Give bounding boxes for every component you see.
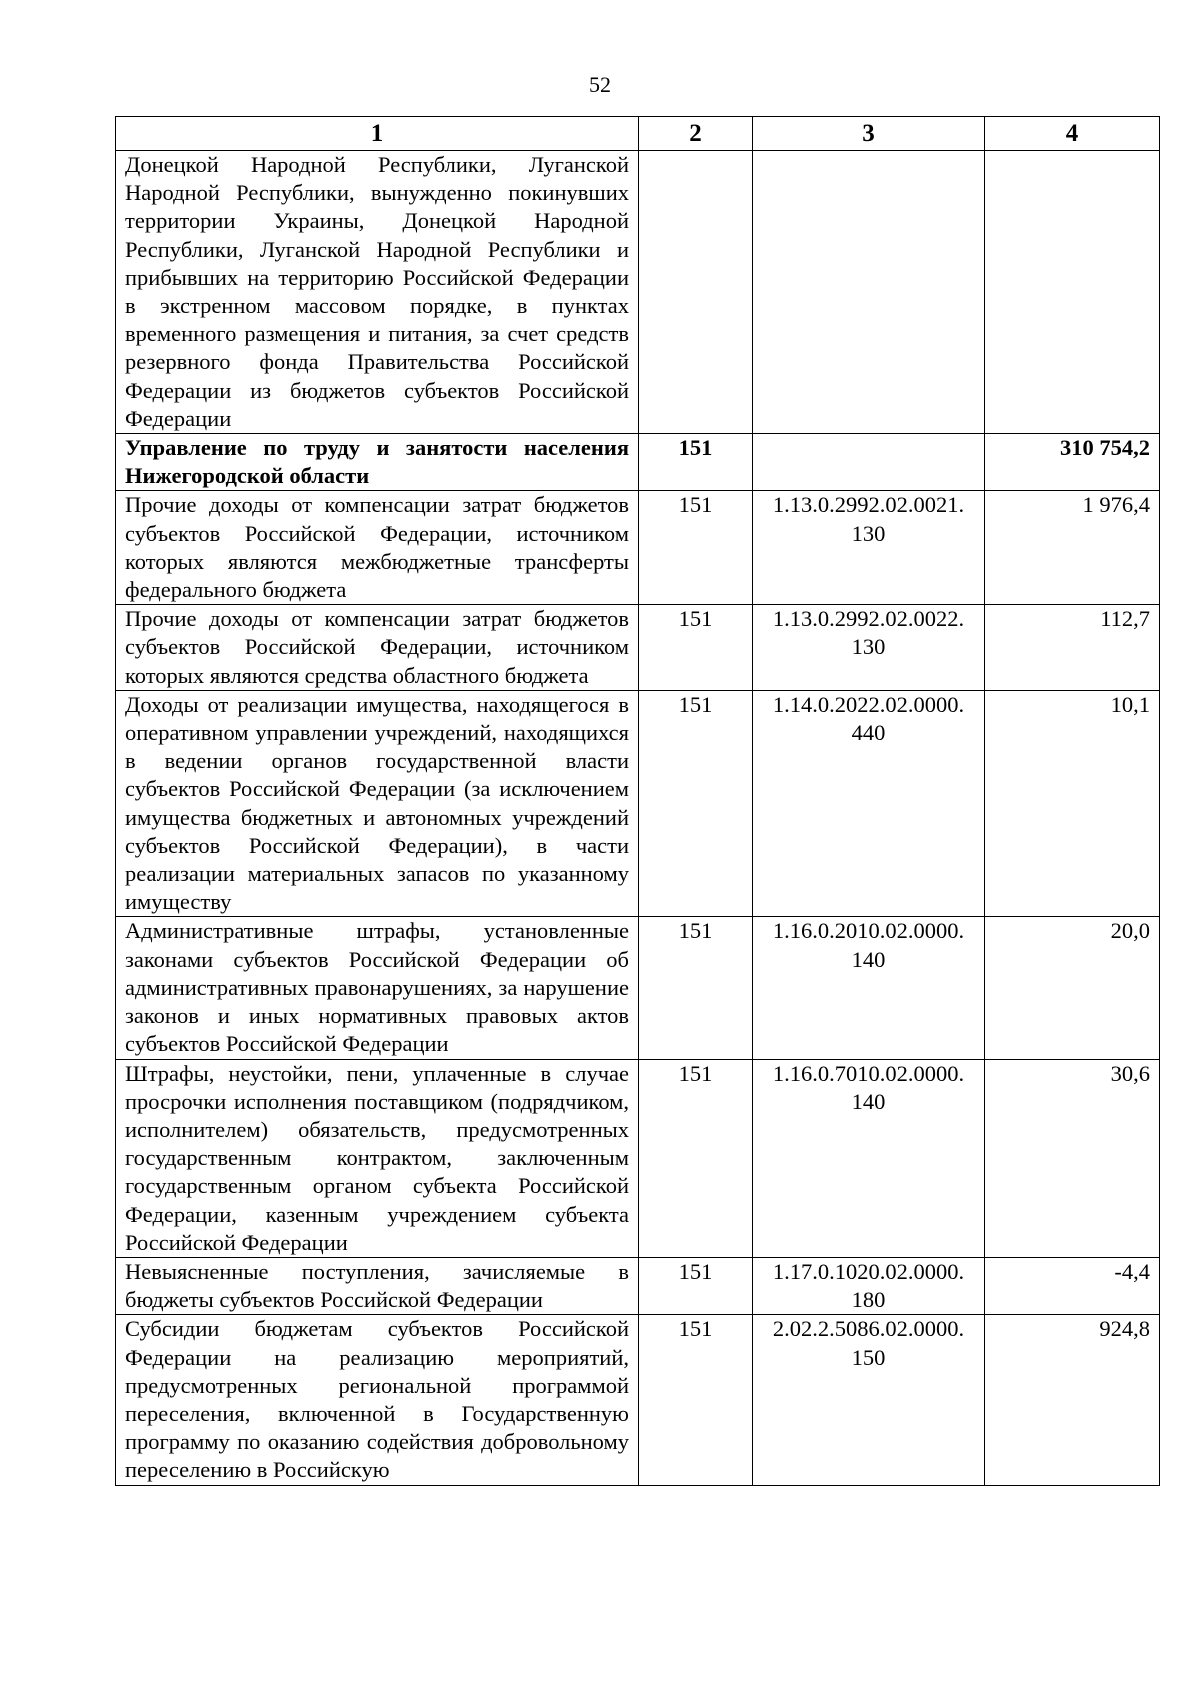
row-amount: 30,6: [985, 1059, 1160, 1257]
row-amount: [985, 151, 1160, 434]
row-classification-code: 1.16.0.2010.02.0000. 140: [753, 917, 985, 1059]
table-header-row: [116, 117, 1160, 151]
row-classification-code: [753, 434, 985, 491]
table-row-section-header: [116, 434, 1160, 491]
row-description: Доходы от реализации имущества, находящегося в оперативном управлении учреждений, находящихся в ведении органов государственной власти субъектов Российской Федерации (за исключением имущества бюджетных и автономных учреждений субъектов Российской Федерации), в части реализации материальных запасов по указанному имуществу: [116, 690, 639, 917]
column-header-2: 2: [639, 117, 753, 151]
row-amount: 1 976,4: [985, 491, 1160, 605]
row-classification-code: 1.13.0.2992.02.0021. 130: [753, 491, 985, 605]
row-description: Прочие доходы от компенсации затрат бюджетов субъектов Российской Федерации, источником которых являются средства областного бюджета: [116, 605, 639, 691]
column-header-3: 3: [753, 117, 985, 151]
revenue-table: [115, 116, 1160, 1486]
table-row: [116, 491, 1160, 605]
table-row: [116, 1315, 1160, 1485]
row-classification-code: 1.14.0.2022.02.0000. 440: [753, 690, 985, 917]
table-row: [116, 151, 1160, 434]
table-row: [116, 605, 1160, 691]
row-description: Донецкой Народной Республики, Луганской Народной Республики, вынужденно покинувших территории Украины, Донецкой Народной Республики, Луганской Народной Республики и прибывших на территорию Российской Федерации в экстренном массовом порядке, в пунктах временного размещения и питания, за счет средств резервного фонда Правительства Российской Федерации из бюджетов субъектов Российской Федерации: [116, 151, 639, 434]
row-description: Управление по труду и занятости населения Нижегородской области: [116, 434, 639, 491]
row-classification-code: 1.16.0.7010.02.0000. 140: [753, 1059, 985, 1257]
table-row: [116, 1059, 1160, 1257]
table-row: [116, 690, 1160, 917]
row-admin-code: 151: [639, 434, 753, 491]
row-admin-code: [639, 151, 753, 434]
row-admin-code: 151: [639, 491, 753, 605]
row-admin-code: 151: [639, 690, 753, 917]
row-amount: 10,1: [985, 690, 1160, 917]
row-classification-code: 1.17.0.1020.02.0000. 180: [753, 1257, 985, 1314]
row-amount: 112,7: [985, 605, 1160, 691]
page-number: 52: [589, 72, 611, 97]
row-amount: 924,8: [985, 1315, 1160, 1485]
row-description: Невыясненные поступления, зачисляемые в бюджеты субъектов Российской Федерации: [116, 1257, 639, 1314]
row-description: Административные штрафы, установленные законами субъектов Российской Федерации об административных правонарушениях, за нарушение законов и иных нормативных правовых актов субъектов Российской Федерации: [116, 917, 639, 1059]
row-classification-code: 1.13.0.2992.02.0022. 130: [753, 605, 985, 691]
row-admin-code: 151: [639, 1059, 753, 1257]
row-description: Субсидии бюджетам субъектов Российской Федерации на реализацию мероприятий, предусмотренных региональной программой переселения, включенной в Государственную программу по оказанию содействия добровольному переселению в Российскую: [116, 1315, 639, 1485]
table-row: [116, 917, 1160, 1059]
row-classification-code: 2.02.2.5086.02.0000. 150: [753, 1315, 985, 1485]
row-admin-code: 151: [639, 1257, 753, 1314]
row-admin-code: 151: [639, 917, 753, 1059]
table-row: [116, 1257, 1160, 1314]
row-admin-code: 151: [639, 605, 753, 691]
row-amount: 310 754,2: [985, 434, 1160, 491]
column-header-1: 1: [116, 117, 639, 151]
row-description: Штрафы, неустойки, пени, уплаченные в случае просрочки исполнения поставщиком (подрядчиком, исполнителем) обязательств, предусмотренных государственным контрактом, заключенным государственным органом субъекта Российской Федерации, казенным учреждением субъекта Российской Федерации: [116, 1059, 639, 1257]
row-description: Прочие доходы от компенсации затрат бюджетов субъектов Российской Федерации, источником которых являются межбюджетные трансферты федерального бюджета: [116, 491, 639, 605]
row-classification-code: [753, 151, 985, 434]
row-amount: 20,0: [985, 917, 1160, 1059]
row-amount: -4,4: [985, 1257, 1160, 1314]
column-header-4: 4: [985, 117, 1160, 151]
row-admin-code: 151: [639, 1315, 753, 1485]
